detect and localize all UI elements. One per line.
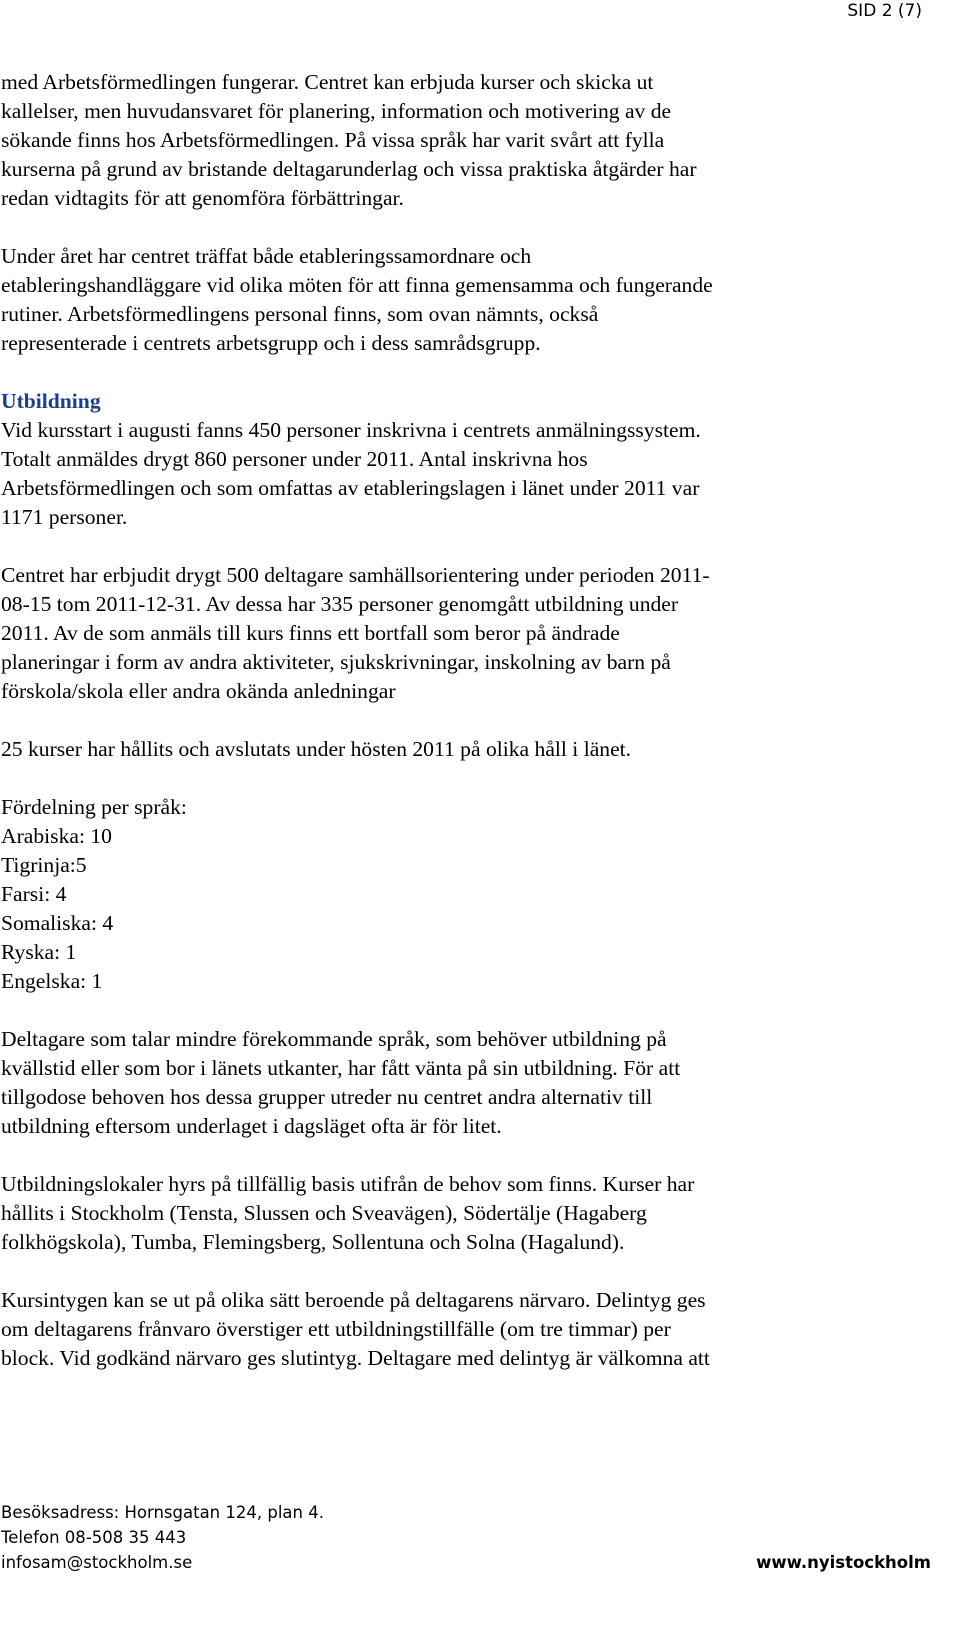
footer-website: www.nyistockholm: [756, 1553, 931, 1572]
text-line: 25 kurser har hållits och avslutats under hösten 2011 på olika håll i länet.: [1, 737, 632, 761]
page-footer: [1, 1500, 931, 1575]
text-line: Vid kursstart i augusti fanns 450 personer inskrivna i centrets anmälningssystem.: [1, 418, 701, 442]
text-line: etableringshandläggare vid olika möten för att finna gemensamma och fungerande: [1, 273, 713, 297]
text-line: rutiner. Arbetsförmedlingens personal finns, som ovan nämnts, också: [1, 302, 599, 326]
paragraph: [1, 1170, 871, 1257]
text-line: kurserna på grund av bristande deltagarunderlag och vissa praktiska åtgärder har: [1, 157, 697, 181]
footer-phone: Telefon 08-508 35 443: [1, 1528, 187, 1547]
text-line: sökande finns hos Arbetsförmedlingen. På vissa språk har varit svårt att fylla: [1, 128, 665, 152]
text-line: Deltagare som talar mindre förekommande språk, som behöver utbildning på: [1, 1027, 667, 1051]
paragraph: [1, 1025, 871, 1141]
text-line: Under året har centret träffat både etableringssamordnare och: [1, 244, 532, 268]
body-text: [1, 68, 871, 1373]
text-line: folkhögskola), Tumba, Flemingsberg, Sollentuna och Solna (Hagalund).: [1, 1230, 625, 1254]
paragraph: [1, 242, 871, 358]
text-line: förskola/skola eller andra okända anledningar: [1, 679, 396, 703]
text-line: kallelser, men huvudansvaret för planering, information och motivering av de: [1, 99, 672, 123]
language-distribution-list: [1, 793, 871, 996]
list-item: Ryska: 1: [1, 940, 77, 964]
page-number: SID 2 (7): [847, 1, 922, 21]
text-line: block. Vid godkänd närvaro ges slutintyg. Deltagare med delintyg är välkomna att: [1, 1346, 710, 1370]
text-line: Centret har erbjudit drygt 500 deltagare samhällsorientering under perioden 2011-: [1, 563, 710, 587]
text-line: kvällstid eller som bor i länets utkanter, har fått vänta på sin utbildning. För att: [1, 1056, 681, 1080]
section-heading: Utbildning: [1, 389, 101, 413]
text-line: Arbetsförmedlingen och som omfattas av etableringslagen i länet under 2011 var: [1, 476, 700, 500]
list-item: Tigrinja:5: [1, 853, 87, 877]
list-item: Farsi: 4: [1, 882, 67, 906]
paragraph: [1, 735, 871, 764]
section-utbildning: [1, 387, 871, 532]
footer-email: infosam@stockholm.se: [1, 1553, 193, 1572]
text-line: 08-15 tom 2011-12-31. Av dessa har 335 personer genomgått utbildning under: [1, 592, 679, 616]
text-line: om deltagarens frånvaro överstiger ett utbildningstillfälle (om tre timmar) per: [1, 1317, 671, 1341]
text-line: redan vidtagits för att genomföra förbättringar.: [1, 186, 404, 210]
list-item: Somaliska: 4: [1, 911, 114, 935]
list-heading: Fördelning per språk:: [1, 795, 187, 819]
text-line: Totalt anmäldes drygt 860 personer under 2011. Antal inskrivna hos: [1, 447, 588, 471]
footer-address: Besöksadress: Hornsgatan 124, plan 4.: [1, 1503, 324, 1522]
text-line: representerade i centrets arbetsgrupp och i dess samrådsgrupp.: [1, 331, 541, 355]
list-item: Arabiska: 10: [1, 824, 112, 848]
text-line: Utbildningslokaler hyrs på tillfällig basis utifrån de behov som finns. Kurser har: [1, 1172, 695, 1196]
text-line: 2011. Av de som anmäls till kurs finns ett bortfall som beror på ändrade: [1, 621, 620, 645]
paragraph: [1, 561, 871, 706]
text-line: 1171 personer.: [1, 505, 128, 529]
paragraph: [1, 1286, 871, 1373]
text-line: hållits i Stockholm (Tensta, Slussen och Sveavägen), Södertälje (Hagaberg: [1, 1201, 647, 1225]
paragraph: [1, 68, 871, 213]
text-line: planeringar i form av andra aktiviteter, sjukskrivningar, inskolning av barn på: [1, 650, 671, 674]
text-line: tillgodose behoven hos dessa grupper utreder nu centret andra alternativ till: [1, 1085, 653, 1109]
text-line: Kursintygen kan se ut på olika sätt beroende på deltagarens närvaro. Delintyg ges: [1, 1288, 706, 1312]
text-line: utbildning eftersom underlaget i dagsläget ofta är för litet.: [1, 1114, 502, 1138]
footer-contact-row: [1, 1550, 931, 1575]
list-item: Engelska: 1: [1, 969, 103, 993]
text-line: med Arbetsförmedlingen fungerar. Centret kan erbjuda kurser och skicka ut: [1, 70, 654, 94]
